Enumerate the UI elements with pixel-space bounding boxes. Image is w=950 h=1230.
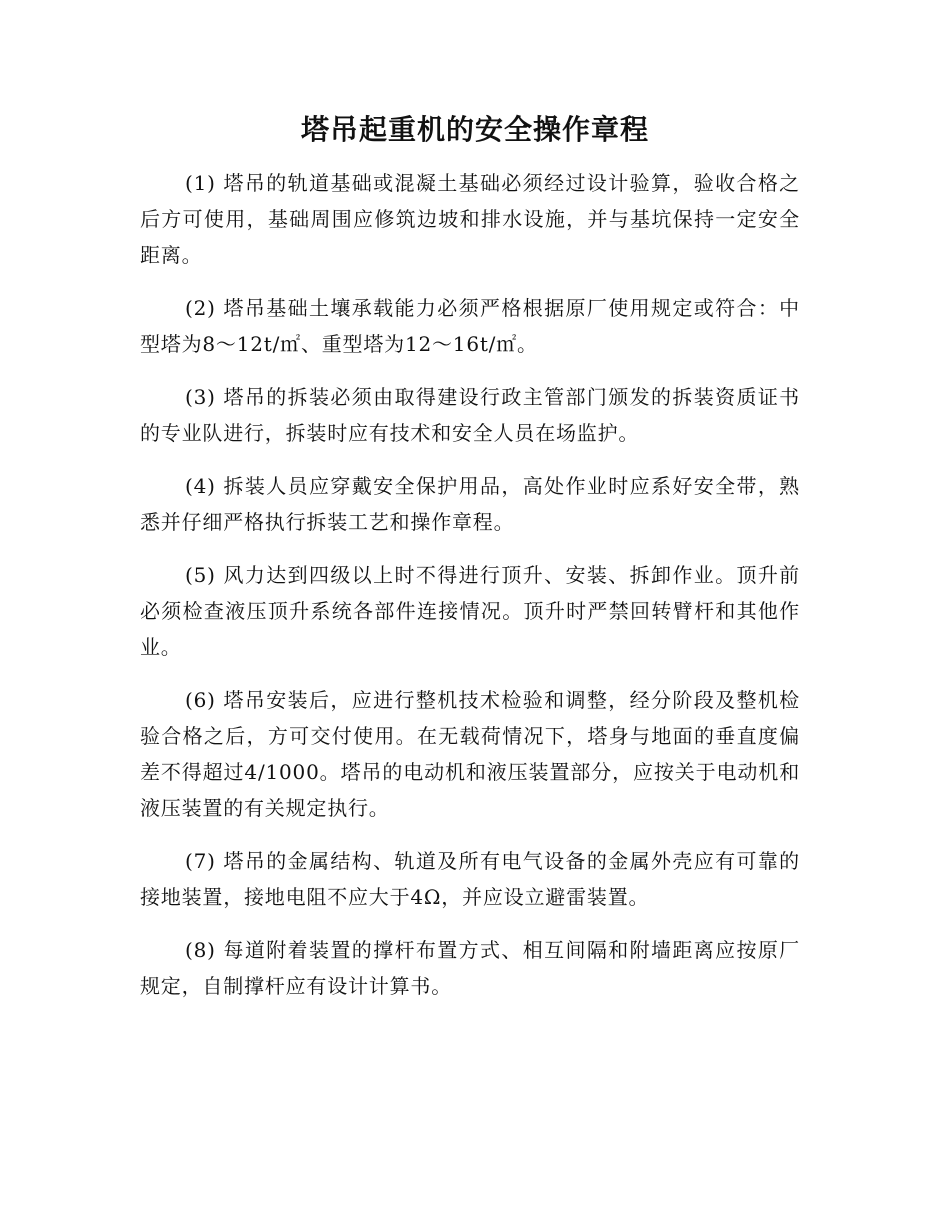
document-title: 塔吊起重机的安全操作章程 [300,113,649,146]
paragraph-4: (4) 拆装人员应穿戴安全保护用品，高处作业时应系好安全带，熟悉并仔细严格执行拆装工艺和操作章程。 [140,474,800,534]
paragraph-5: (5) 风力达到四级以上时不得进行顶升、安装、拆卸作业。顶升前必须检查液压顶升系统各部件连接情况。顶升时严禁回转臂杆和其他作业。 [140,563,800,659]
paragraph-3: (3) 塔吊的拆装必须由取得建设行政主管部门颁发的拆装资质证书的专业队进行，拆装时应有技术和安全人员在场监护。 [140,385,800,445]
paragraph-8: (8) 每道附着装置的撑杆布置方式、相互间隔和附墙距离应按原厂规定，自制撑杆应有设计计算书。 [140,938,800,998]
document-body [140,165,800,1021]
paragraph-6: (6) 塔吊安装后，应进行整机技术检验和调整，经分阶段及整机检验合格之后，方可交付使用。在无载荷情况下，塔身与地面的垂直度偏差不得超过4/1000。塔吊的电动机和液压装置部分，应按关于电动机和液压装置的有关规定执行。 [140,688,800,820]
paragraph-7: (7) 塔吊的金属结构、轨道及所有电气设备的金属外壳应有可靠的接地装置，接地电阻不应大于4Ω，并应设立避雷装置。 [140,849,800,909]
paragraph-2: (2) 塔吊基础土壤承载能力必须严格根据原厂使用规定或符合：中型塔为8～12t/㎡、重型塔为12～16t/㎡。 [140,296,800,356]
paragraph-1: (1) 塔吊的轨道基础或混凝土基础必须经过设计验算，验收合格之后方可使用，基础周围应修筑边坡和排水设施，并与基坑保持一定安全距离。 [140,171,800,267]
